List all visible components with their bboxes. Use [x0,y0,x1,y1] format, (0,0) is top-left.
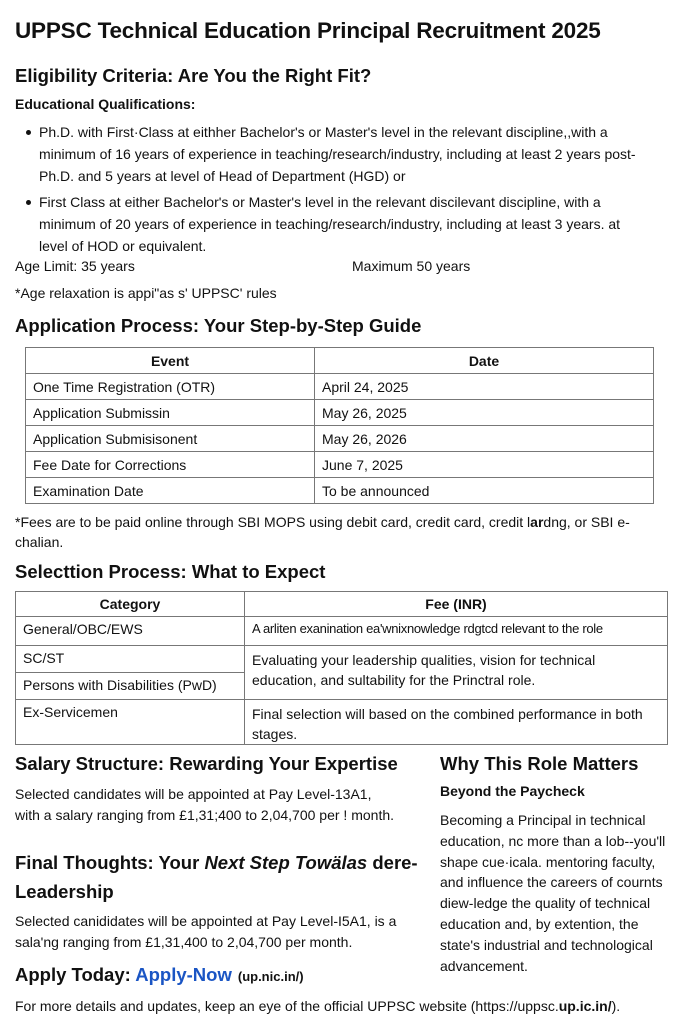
category-cell: Ex-Servicemen [16,700,245,745]
fee-note-text-end: dng, or SBI e-chalian. [15,514,630,550]
table-row [16,617,668,646]
final-thoughts-text: Selected canididates will be appointed at Pay Level-I5A1, is a sala'ng ranging from £1,31,400 to 2,04,700 per month. [15,913,397,950]
eligibility-heading: Eligibility Criteria: Are You the Right Fit? [15,65,372,86]
apply-heading [15,964,304,986]
apply-label: Apply Today: [15,964,136,985]
event-cell: Fee Date for Corrections [26,452,315,478]
application-dates-table [25,347,654,504]
fee-note-text: *Fees are to be paid online through SBI MOPS using debit card, credit card, credit l [15,514,531,530]
detail-cell: A arliten exanination ea'wnixnowledge rdgtcd relevant to the role [245,617,668,646]
page-title: UPPSC Technical Education Principal Recruitment 2025 [15,18,601,43]
date-cell: To be announced [315,478,654,504]
apply-url: (up.nic.in/) [237,969,304,984]
table-header-row [16,592,668,617]
table-row [26,452,654,478]
selection-table [15,591,668,745]
final-heading-italic: Next Step Towälas [204,852,368,873]
footer-text-end: ). [611,998,621,1014]
final-thoughts-heading-line2: Leadership [15,881,114,902]
detail-cell: Final selection will based on the combined performance in both stages. [245,700,668,745]
age-relaxation-note: *Age relaxation is appi"as s' UPPSC' rules [15,285,277,301]
table-row [26,478,654,504]
table-row [16,700,668,745]
table-row [26,374,654,400]
list-item: Ph.D. with First·Class at eithher Bachelor's or Master's level in the relevant discipline,,with a minimum of 16 years of experience in teaching/research/industry, including at least 2 years post-Ph.D. and 5 years at level of Head of Department (HGD) or [17,121,645,187]
date-cell: May 26, 2025 [315,400,654,426]
selection-heading: Selecttion Process: What to Expect [15,561,326,582]
age-maximum: Maximum 50 years [352,258,471,274]
column-header-date: Date [315,348,654,374]
final-heading-text: Final Thoughts: Your [15,852,205,873]
application-heading: Application Process: Your Step-by-Step Guide [15,315,422,336]
event-cell: Application Submisisonent [26,426,315,452]
category-cell: SC/ST [16,646,245,673]
event-cell: Examination Date [26,478,315,504]
qualification-list [17,121,645,261]
fee-note-bold: ar [530,514,544,530]
final-heading-text-end: dere- [367,852,418,873]
why-role-subheading: Beyond the Paycheck [440,783,585,799]
final-thoughts-heading [15,852,418,874]
column-header-event: Event [26,348,315,374]
table-row [26,400,654,426]
category-cell: General/OBC/EWS [16,617,245,646]
fee-payment-note [15,512,665,552]
date-cell: May 26, 2026 [315,426,654,452]
age-limit: Age Limit: 35 years [15,258,135,274]
table-row [26,426,654,452]
detail-cell: Evaluating your leadership qualities, vision for technical education, and sultability for the Princtral role. [245,646,668,700]
salary-text: Selected candidates will be appointed at Pay Level-13A1, with a salary ranging from £1,31;400 to 2,04,700 per ! month. [15,786,395,823]
category-cell: Persons with Disabilities (PwD) [16,673,245,700]
why-role-text: Becoming a Principal in technical education, nc more than a lob--you'll shape cue·icala. mentoring faculty, and influence the careers of cournts diew-ledge the quality of technical education and, by extention, the state's industrial and technological advancement. [440,812,666,974]
event-cell: One Time Registration (OTR) [26,374,315,400]
footer-note [15,996,620,1017]
table-header-row [26,348,654,374]
date-cell: April 24, 2025 [315,374,654,400]
footer-url-link[interactable]: up.ic.in/ [558,998,612,1014]
date-cell: June 7, 2025 [315,452,654,478]
qualifications-subheading: Educational Qualifications: [15,96,196,112]
salary-heading: Salary Structure: Rewarding Your Expertise [15,753,398,774]
apply-now-link[interactable]: Apply-Now [135,964,232,985]
why-role-heading: Why This Role Matters [440,753,639,774]
column-header-fee: Fee (INR) [245,592,668,617]
footer-text: For more details and updates, keep an eye of the official UPPSC website (https://uppsc. [15,998,559,1014]
column-header-category: Category [16,592,245,617]
event-cell: Application Submissin [26,400,315,426]
table-row [16,646,668,673]
list-item: First Class at either Bachelor's or Master's level in the relevant discilevant discipline, with a minimum of 20 years of experience in teaching/research/industry, including at least 3 years. at level of HOD or equivalent. [17,191,645,257]
